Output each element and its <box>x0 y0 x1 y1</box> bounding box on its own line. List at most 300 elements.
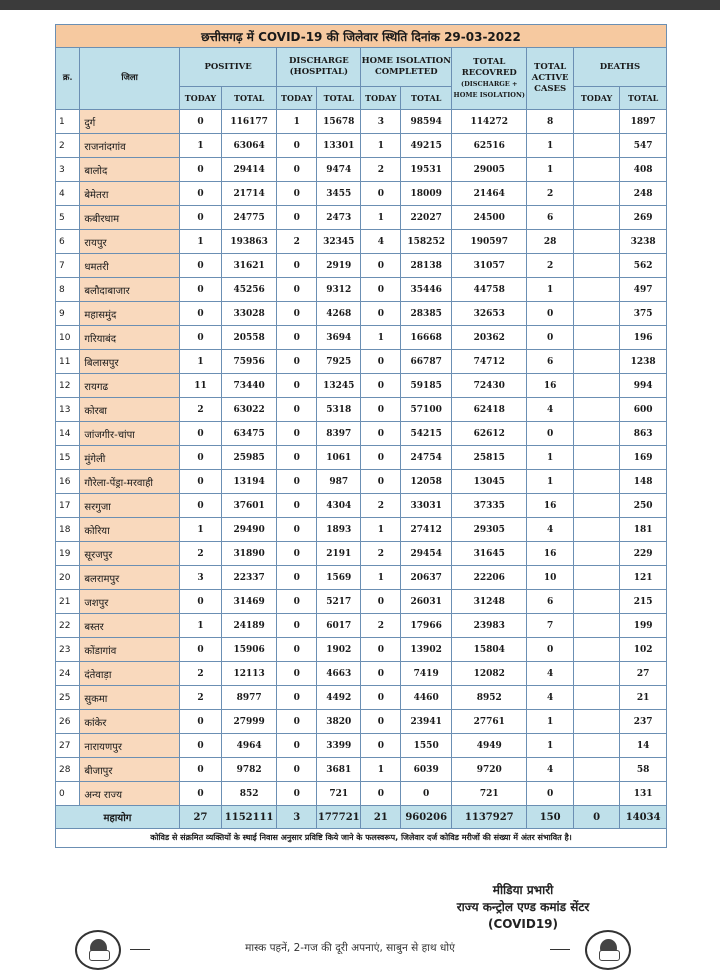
row-hi-today: 2 <box>361 158 401 182</box>
row-active: 4 <box>527 518 573 542</box>
row-active: 0 <box>527 638 573 662</box>
row-district: कोंडागांव <box>80 638 180 662</box>
row-recovered: 31057 <box>452 254 527 278</box>
row-sn: 27 <box>56 734 80 758</box>
row-hi-total: 54215 <box>401 422 452 446</box>
row-hi-today: 1 <box>361 518 401 542</box>
row-hi-total: 0 <box>401 782 452 806</box>
table-row <box>56 230 667 254</box>
row-hi-today: 0 <box>361 662 401 686</box>
row-death-total: 21 <box>620 686 667 710</box>
grand-total-dis-total: 177721 <box>317 806 361 829</box>
row-district: सूरजपुर <box>80 542 180 566</box>
row-pos-today: 0 <box>179 158 221 182</box>
row-district: गरियाबंद <box>80 326 180 350</box>
row-hi-today: 1 <box>361 206 401 230</box>
row-hi-today: 1 <box>361 566 401 590</box>
row-death-today <box>573 398 619 422</box>
header-district: जिला <box>80 48 180 110</box>
row-death-total: 196 <box>620 326 667 350</box>
row-dis-today: 0 <box>277 686 317 710</box>
table-row <box>56 638 667 662</box>
row-active: 1 <box>527 710 573 734</box>
row-active: 6 <box>527 350 573 374</box>
row-recovered: 74712 <box>452 350 527 374</box>
row-sn: 12 <box>56 374 80 398</box>
row-recovered: 8952 <box>452 686 527 710</box>
row-dis-total: 4304 <box>317 494 361 518</box>
row-pos-total: 13194 <box>221 470 276 494</box>
row-death-total: 1897 <box>620 110 667 134</box>
table-row <box>56 110 667 134</box>
row-hi-total: 4460 <box>401 686 452 710</box>
row-death-today <box>573 662 619 686</box>
row-death-total: 408 <box>620 158 667 182</box>
row-district: बेमेतरा <box>80 182 180 206</box>
row-hi-total: 158252 <box>401 230 452 254</box>
row-dis-total: 6017 <box>317 614 361 638</box>
row-active: 1 <box>527 158 573 182</box>
row-death-today <box>573 518 619 542</box>
row-hi-total: 6039 <box>401 758 452 782</box>
row-dis-total: 8397 <box>317 422 361 446</box>
row-active: 16 <box>527 374 573 398</box>
row-active: 4 <box>527 686 573 710</box>
row-dis-today: 0 <box>277 254 317 278</box>
row-pos-today: 0 <box>179 638 221 662</box>
row-death-today <box>573 782 619 806</box>
row-recovered: 22206 <box>452 566 527 590</box>
row-hi-total: 33031 <box>401 494 452 518</box>
row-dis-today: 1 <box>277 110 317 134</box>
grand-total-death-today: 0 <box>573 806 619 829</box>
row-pos-today: 3 <box>179 566 221 590</box>
table-row <box>56 470 667 494</box>
row-recovered: 190597 <box>452 230 527 254</box>
row-recovered: 23983 <box>452 614 527 638</box>
row-active: 1 <box>527 470 573 494</box>
row-recovered: 13045 <box>452 470 527 494</box>
row-hi-total: 13902 <box>401 638 452 662</box>
row-sn: 9 <box>56 302 80 326</box>
row-pos-total: 852 <box>221 782 276 806</box>
row-death-total: 250 <box>620 494 667 518</box>
row-pos-total: 45256 <box>221 278 276 302</box>
row-sn: 18 <box>56 518 80 542</box>
row-sn: 4 <box>56 182 80 206</box>
row-dis-total: 9474 <box>317 158 361 182</box>
row-pos-today: 0 <box>179 758 221 782</box>
row-dis-total: 13301 <box>317 134 361 158</box>
row-recovered: 114272 <box>452 110 527 134</box>
header-home-isolation: HOME ISOLATION COMPLETED <box>361 48 452 87</box>
row-pos-total: 25985 <box>221 446 276 470</box>
row-dis-today: 0 <box>277 710 317 734</box>
masked-face-icon <box>75 930 121 970</box>
row-death-today <box>573 638 619 662</box>
row-dis-total: 4492 <box>317 686 361 710</box>
footer-slogan-bar <box>60 930 670 970</box>
row-pos-today: 0 <box>179 494 221 518</box>
row-pos-today: 0 <box>179 254 221 278</box>
row-hi-today: 0 <box>361 686 401 710</box>
row-hi-today: 3 <box>361 110 401 134</box>
row-district: गौरेला-पेंड्रा-मरवाही <box>80 470 180 494</box>
row-death-today <box>573 686 619 710</box>
row-hi-today: 0 <box>361 638 401 662</box>
row-pos-today: 1 <box>179 230 221 254</box>
row-pos-today: 0 <box>179 182 221 206</box>
row-sn: 6 <box>56 230 80 254</box>
row-district: नारायणपुर <box>80 734 180 758</box>
row-sn: 3 <box>56 158 80 182</box>
row-death-today <box>573 422 619 446</box>
row-pos-total: 37601 <box>221 494 276 518</box>
row-death-today <box>573 110 619 134</box>
row-pos-total: 24775 <box>221 206 276 230</box>
table-row <box>56 182 667 206</box>
row-death-total: 1238 <box>620 350 667 374</box>
row-hi-today: 2 <box>361 542 401 566</box>
header-hi-today: TODAY <box>361 87 401 110</box>
top-bar <box>0 0 720 10</box>
row-hi-total: 26031 <box>401 590 452 614</box>
row-pos-today: 2 <box>179 398 221 422</box>
row-recovered: 25815 <box>452 446 527 470</box>
row-active: 1 <box>527 734 573 758</box>
row-sn: 0 <box>56 782 80 806</box>
row-dis-today: 0 <box>277 494 317 518</box>
row-hi-today: 0 <box>361 182 401 206</box>
row-recovered: 44758 <box>452 278 527 302</box>
row-death-total: 14 <box>620 734 667 758</box>
grand-total-row <box>56 806 667 829</box>
row-death-today <box>573 302 619 326</box>
row-pos-total: 73440 <box>221 374 276 398</box>
table-row <box>56 326 667 350</box>
grand-total-active: 150 <box>527 806 573 829</box>
table-row <box>56 686 667 710</box>
row-district: कबीरधाम <box>80 206 180 230</box>
row-sn: 11 <box>56 350 80 374</box>
table-row <box>56 518 667 542</box>
row-pos-today: 0 <box>179 110 221 134</box>
row-active: 0 <box>527 326 573 350</box>
row-hi-total: 35446 <box>401 278 452 302</box>
header-death-today: TODAY <box>573 87 619 110</box>
row-hi-today: 1 <box>361 326 401 350</box>
table-row <box>56 350 667 374</box>
row-recovered: 12082 <box>452 662 527 686</box>
header-active: TOTAL ACTIVE CASES <box>527 48 573 110</box>
row-district: सुकमा <box>80 686 180 710</box>
row-active: 8 <box>527 110 573 134</box>
row-district: महासमुंद <box>80 302 180 326</box>
row-pos-total: 33028 <box>221 302 276 326</box>
row-death-today <box>573 206 619 230</box>
row-hi-total: 12058 <box>401 470 452 494</box>
row-dis-total: 2919 <box>317 254 361 278</box>
row-district: दंतेवाड़ा <box>80 662 180 686</box>
row-sn: 24 <box>56 662 80 686</box>
row-dis-total: 5318 <box>317 398 361 422</box>
row-pos-total: 27999 <box>221 710 276 734</box>
row-district: राजनांदगांव <box>80 134 180 158</box>
row-death-total: 269 <box>620 206 667 230</box>
row-district: बस्तर <box>80 614 180 638</box>
header-total-recovered: TOTAL RECOVRED (DISCHARGE + HOME ISOLATION) <box>452 48 527 110</box>
arrow-right-line <box>550 949 570 950</box>
row-active: 2 <box>527 182 573 206</box>
row-pos-total: 24189 <box>221 614 276 638</box>
row-pos-today: 11 <box>179 374 221 398</box>
row-district: जशपुर <box>80 590 180 614</box>
row-pos-total: 31890 <box>221 542 276 566</box>
row-sn: 1 <box>56 110 80 134</box>
row-recovered: 62516 <box>452 134 527 158</box>
row-dis-total: 9312 <box>317 278 361 302</box>
row-dis-total: 5217 <box>317 590 361 614</box>
row-active: 6 <box>527 590 573 614</box>
row-sn: 15 <box>56 446 80 470</box>
row-hi-total: 98594 <box>401 110 452 134</box>
table-row <box>56 758 667 782</box>
row-pos-total: 29414 <box>221 158 276 182</box>
page-title: छत्तीसगढ़ में COVID-19 की जिलेवार स्थिति दिनांक 29-03-2022 <box>56 25 667 48</box>
row-death-today <box>573 614 619 638</box>
row-dis-today: 0 <box>277 422 317 446</box>
row-pos-today: 0 <box>179 302 221 326</box>
grand-total-hi-total: 960206 <box>401 806 452 829</box>
row-hi-total: 19531 <box>401 158 452 182</box>
row-hi-today: 0 <box>361 782 401 806</box>
row-pos-total: 193863 <box>221 230 276 254</box>
row-pos-today: 1 <box>179 350 221 374</box>
row-sn: 14 <box>56 422 80 446</box>
row-dis-today: 0 <box>277 614 317 638</box>
row-hi-total: 20637 <box>401 566 452 590</box>
signature-line-3: (COVID19) <box>487 917 559 931</box>
row-pos-total: 9782 <box>221 758 276 782</box>
row-death-today <box>573 278 619 302</box>
row-death-today <box>573 134 619 158</box>
row-death-total: 994 <box>620 374 667 398</box>
row-sn: 23 <box>56 638 80 662</box>
row-hi-total: 49215 <box>401 134 452 158</box>
header-sn: क्र. <box>56 48 80 110</box>
row-hi-total: 24754 <box>401 446 452 470</box>
row-death-total: 863 <box>620 422 667 446</box>
row-pos-total: 31469 <box>221 590 276 614</box>
row-dis-today: 0 <box>277 182 317 206</box>
row-active: 4 <box>527 398 573 422</box>
row-pos-total: 116177 <box>221 110 276 134</box>
row-pos-today: 1 <box>179 614 221 638</box>
table-row <box>56 734 667 758</box>
row-dis-today: 0 <box>277 326 317 350</box>
slogan-text: मास्क पहनें, 2-गज की दूरी अपनाएं, साबुन से हाथ धोएं <box>245 942 455 954</box>
row-district: अन्य राज्य <box>80 782 180 806</box>
grand-total-recovered: 1137927 <box>452 806 527 829</box>
table-row <box>56 494 667 518</box>
row-district: धमतरी <box>80 254 180 278</box>
row-pos-total: 63475 <box>221 422 276 446</box>
row-death-today <box>573 542 619 566</box>
row-death-today <box>573 254 619 278</box>
row-active: 6 <box>527 206 573 230</box>
row-recovered: 721 <box>452 782 527 806</box>
row-district: बिलासपुर <box>80 350 180 374</box>
row-active: 4 <box>527 758 573 782</box>
row-hi-total: 16668 <box>401 326 452 350</box>
row-sn: 22 <box>56 614 80 638</box>
row-recovered: 29305 <box>452 518 527 542</box>
row-hi-today: 0 <box>361 278 401 302</box>
arrow-left-line <box>130 949 150 950</box>
row-pos-today: 0 <box>179 422 221 446</box>
row-district: दुर्ग <box>80 110 180 134</box>
row-dis-total: 15678 <box>317 110 361 134</box>
table-row <box>56 566 667 590</box>
row-death-total: 562 <box>620 254 667 278</box>
row-death-today <box>573 566 619 590</box>
row-sn: 2 <box>56 134 80 158</box>
row-active: 1 <box>527 446 573 470</box>
row-dis-today: 0 <box>277 278 317 302</box>
row-active: 0 <box>527 782 573 806</box>
row-pos-today: 0 <box>179 470 221 494</box>
row-active: 0 <box>527 302 573 326</box>
row-hi-today: 0 <box>361 254 401 278</box>
row-dis-total: 1893 <box>317 518 361 542</box>
row-pos-total: 22337 <box>221 566 276 590</box>
row-hi-today: 2 <box>361 494 401 518</box>
row-hi-total: 7419 <box>401 662 452 686</box>
row-pos-today: 0 <box>179 206 221 230</box>
row-dis-today: 0 <box>277 446 317 470</box>
row-death-total: 497 <box>620 278 667 302</box>
row-hi-today: 1 <box>361 134 401 158</box>
row-dis-total: 2473 <box>317 206 361 230</box>
row-dis-today: 0 <box>277 638 317 662</box>
row-hi-total: 66787 <box>401 350 452 374</box>
row-dis-today: 0 <box>277 590 317 614</box>
row-sn: 13 <box>56 398 80 422</box>
row-hi-total: 28385 <box>401 302 452 326</box>
row-hi-total: 23941 <box>401 710 452 734</box>
row-hi-today: 1 <box>361 758 401 782</box>
row-dis-today: 0 <box>277 758 317 782</box>
row-death-today <box>573 446 619 470</box>
row-death-today <box>573 470 619 494</box>
table-row <box>56 134 667 158</box>
row-death-total: 102 <box>620 638 667 662</box>
row-death-total: 148 <box>620 470 667 494</box>
row-dis-total: 1061 <box>317 446 361 470</box>
header-death-total: TOTAL <box>620 87 667 110</box>
row-active: 16 <box>527 494 573 518</box>
row-recovered: 9720 <box>452 758 527 782</box>
row-hi-today: 0 <box>361 350 401 374</box>
table-row <box>56 254 667 278</box>
row-pos-total: 29490 <box>221 518 276 542</box>
row-pos-today: 0 <box>179 710 221 734</box>
row-sn: 10 <box>56 326 80 350</box>
row-death-today <box>573 374 619 398</box>
row-pos-total: 8977 <box>221 686 276 710</box>
row-dis-today: 0 <box>277 542 317 566</box>
grand-total-hi-today: 21 <box>361 806 401 829</box>
row-death-total: 375 <box>620 302 667 326</box>
masked-face-icon <box>585 930 631 970</box>
district-status-table <box>55 24 667 829</box>
row-hi-total: 28138 <box>401 254 452 278</box>
grand-total-dis-today: 3 <box>277 806 317 829</box>
row-dis-total: 3399 <box>317 734 361 758</box>
row-death-total: 58 <box>620 758 667 782</box>
row-dis-today: 0 <box>277 350 317 374</box>
row-pos-today: 2 <box>179 686 221 710</box>
table-row <box>56 446 667 470</box>
table-row <box>56 374 667 398</box>
row-district: बलरामपुर <box>80 566 180 590</box>
row-pos-total: 12113 <box>221 662 276 686</box>
row-hi-total: 22027 <box>401 206 452 230</box>
row-sn: 28 <box>56 758 80 782</box>
row-pos-total: 31621 <box>221 254 276 278</box>
row-death-total: 181 <box>620 518 667 542</box>
grand-total-death-total: 14034 <box>620 806 667 829</box>
row-death-total: 215 <box>620 590 667 614</box>
row-dis-total: 1902 <box>317 638 361 662</box>
row-dis-total: 4268 <box>317 302 361 326</box>
row-dis-today: 0 <box>277 134 317 158</box>
row-pos-total: 63022 <box>221 398 276 422</box>
row-pos-total: 15906 <box>221 638 276 662</box>
row-recovered: 20362 <box>452 326 527 350</box>
row-dis-total: 13245 <box>317 374 361 398</box>
footnote: कोविड से संक्रमित व्यक्तियों के स्थाई निवास अनुसार प्रविष्टि किये जाने के फलस्वरूप, जिलेवार दर्ज कोविड मरीजों की संख्या में अंतर संभावित है। <box>55 829 667 848</box>
table-row <box>56 710 667 734</box>
row-pos-total: 63064 <box>221 134 276 158</box>
row-dis-total: 987 <box>317 470 361 494</box>
row-pos-today: 1 <box>179 134 221 158</box>
row-hi-today: 0 <box>361 734 401 758</box>
row-pos-today: 2 <box>179 542 221 566</box>
row-sn: 19 <box>56 542 80 566</box>
row-district: कोरिया <box>80 518 180 542</box>
row-recovered: 4949 <box>452 734 527 758</box>
row-dis-today: 0 <box>277 302 317 326</box>
row-recovered: 62418 <box>452 398 527 422</box>
row-pos-today: 0 <box>179 782 221 806</box>
table-row <box>56 278 667 302</box>
row-pos-today: 0 <box>179 326 221 350</box>
header-total-recovered-sub: (DISCHARGE + HOME ISOLATION) <box>453 79 525 99</box>
row-recovered: 21464 <box>452 182 527 206</box>
row-dis-total: 3681 <box>317 758 361 782</box>
table-row <box>56 662 667 686</box>
row-death-today <box>573 326 619 350</box>
row-death-total: 199 <box>620 614 667 638</box>
row-hi-today: 2 <box>361 614 401 638</box>
table-row <box>56 302 667 326</box>
row-sn: 17 <box>56 494 80 518</box>
row-hi-total: 1550 <box>401 734 452 758</box>
row-district: बलौदाबाजार <box>80 278 180 302</box>
row-district: मुंगेली <box>80 446 180 470</box>
row-death-today <box>573 182 619 206</box>
